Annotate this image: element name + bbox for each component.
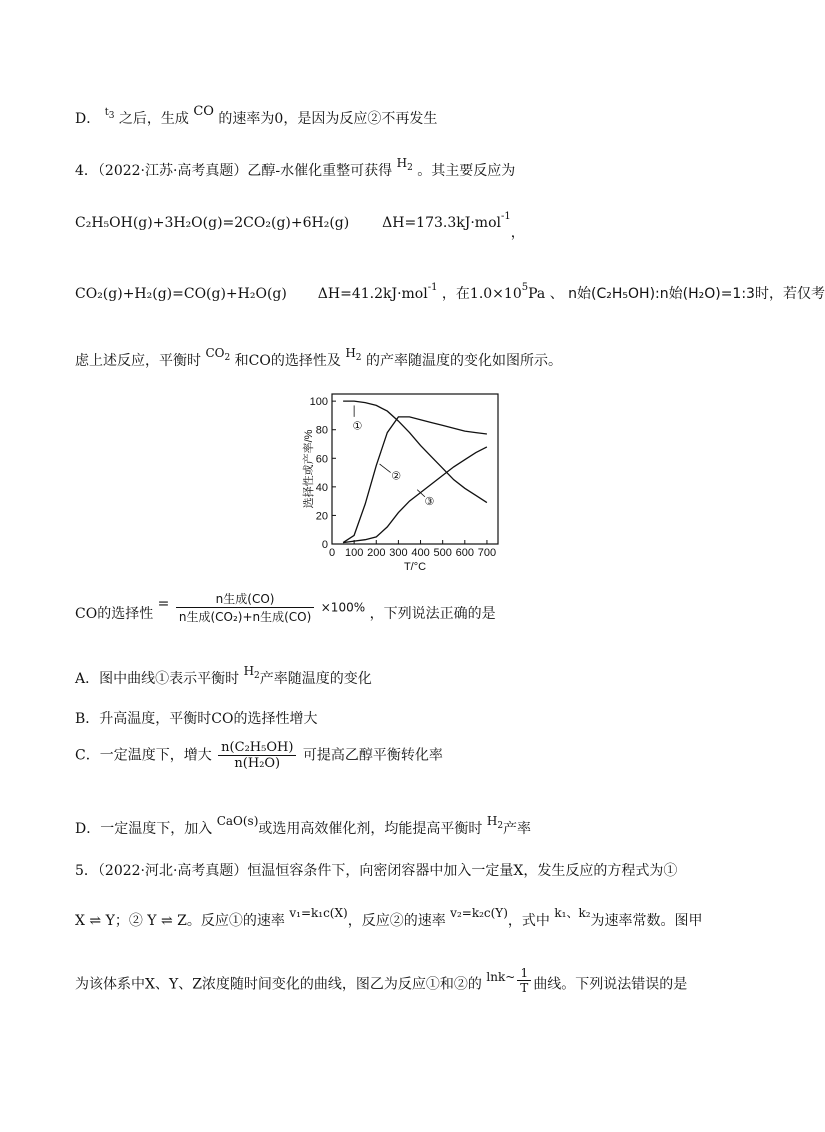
x-tick-label: 300: [389, 547, 408, 559]
chart-series: [343, 401, 487, 542]
chart-ticks: [310, 396, 496, 559]
punct: ，: [510, 225, 525, 241]
x-tick-label: 500: [433, 547, 452, 559]
y-tick-label: 0: [321, 539, 328, 551]
question-text: 。其主要反应为: [417, 163, 516, 179]
y-axis-label: 选择性或产率/%: [303, 429, 315, 509]
y-tick-label: 100: [309, 396, 328, 409]
fraction-numerator: n(C₂H₅OH): [218, 740, 296, 756]
enthalpy: ΔH=41.2kJ·mol: [317, 286, 428, 302]
equals-sign: =: [157, 595, 170, 612]
option-text: 可提高乙醇平衡转化率: [302, 747, 443, 764]
x-tick-label: 600: [455, 547, 474, 559]
h2-formula: $H_2$: [345, 346, 362, 363]
series-label-leader: [380, 464, 391, 473]
option-text: 之后，生成: [118, 111, 189, 127]
x-axis-label: T/°C: [403, 561, 427, 573]
option-text: 一定温度下，加入: [100, 821, 213, 837]
selectivity-fraction: [176, 590, 314, 625]
ratio: n始(C₂H₅OH):n始(H₂O)=1:3: [568, 286, 755, 302]
co2-formula: $CO_2$: [205, 346, 231, 363]
series-line: [343, 417, 487, 543]
rate-constants: k₁、k₂: [554, 906, 591, 920]
option-letter: B．: [75, 711, 100, 727]
ratio-fraction: [218, 740, 296, 771]
question-text: 。反应①的速率: [186, 913, 285, 929]
rate-1: v₁=k₁c(X): [289, 906, 348, 920]
y-tick-label: 60: [315, 453, 328, 466]
option-text: 或选用高效催化剂，均能提高平衡时: [258, 821, 483, 837]
cao-formula: CaO(s): [216, 814, 259, 828]
option-letter: A．: [75, 671, 100, 687]
fraction-numerator: n生成(CO): [176, 590, 314, 608]
option-letter: D．: [75, 111, 101, 127]
option-text: 产率: [503, 821, 532, 837]
x-tick-label: 200: [367, 547, 386, 559]
option-text: 图中曲线①表示平衡时: [99, 671, 240, 687]
fraction-denominator: T: [520, 981, 529, 995]
series-label: ②: [391, 470, 402, 483]
question-text: 4．（2022·江苏·高考真题）乙醇-水催化重整可获得: [75, 163, 393, 179]
chart-axes: [332, 394, 498, 544]
definition-label: CO的选择性: [75, 605, 154, 622]
lnk-label: lnk~: [486, 969, 516, 984]
option-text: 一定温度下，增大: [99, 747, 212, 764]
option-text: 产率随温度的变化: [259, 671, 372, 687]
enthalpy: ΔH=173.3kJ·mol: [382, 215, 501, 231]
selectivity-definition: [75, 590, 496, 625]
q4-option-c[interactable]: [75, 740, 443, 771]
option-letter: C．: [75, 747, 100, 764]
separator: ；②: [114, 913, 143, 929]
y-tick-label: 80: [315, 424, 328, 437]
x-tick-label: 0: [328, 547, 336, 559]
inverse-t-fraction: [517, 966, 531, 995]
q4-option-b[interactable]: [75, 708, 318, 728]
condition: Pa 、: [528, 286, 564, 302]
prev-option-d: [75, 104, 438, 128]
question-text: 5．（2022·河北·高考真题）恒温恒容条件下，向密闭容器中加入一定量X，发生反应的方程式为①: [75, 863, 678, 879]
question-text: 的产率随温度的变化如图所示。: [365, 353, 562, 369]
q4-option-d[interactable]: [75, 814, 532, 838]
question-text: 虑上述反应，平衡时: [75, 353, 201, 369]
fraction-numerator: 1: [517, 966, 531, 981]
x-tick-label: 100: [344, 547, 364, 559]
condition: 时，若仅考: [754, 286, 825, 302]
option-text: 的速率为0，是因为反应②不再发生: [218, 111, 438, 127]
y-tick-label: 20: [315, 510, 328, 523]
plot-frame: [332, 394, 498, 544]
equation: C₂H₅OH(g)+3H₂O(g)=2CO₂(g)+6H₂(g): [75, 215, 350, 231]
h2-formula: $H_2$: [396, 156, 413, 173]
question-text: 为速率常数。图甲: [590, 913, 703, 929]
co-formula: CO: [193, 104, 214, 119]
condition-exp: 5: [521, 282, 529, 293]
q4-equation-1: [75, 211, 525, 241]
question-text: ，式中: [507, 913, 550, 929]
series-line: [343, 401, 487, 503]
q5-line-2: [75, 966, 688, 999]
enthalpy-exp: -1: [427, 282, 438, 293]
q4-option-a[interactable]: [75, 664, 372, 688]
fraction-denominator: n生成(CO₂)+n生成(CO): [178, 610, 312, 624]
question-text: 曲线。下列说法错误的是: [533, 976, 688, 993]
q4-intro: [75, 156, 516, 180]
question-text: 和CO的选择性及: [234, 353, 341, 369]
option-letter: D．: [75, 821, 101, 837]
series-line: [343, 447, 487, 543]
q4-description: [75, 346, 562, 370]
selectivity-yield-chart: [300, 388, 510, 573]
question-text: ，反应②的速率: [347, 913, 446, 929]
enthalpy-exp: -1: [500, 211, 511, 222]
h2-formula: $H_2$: [486, 814, 504, 831]
question-text: 为该体系中X、Y、Z浓度随时间变化的曲线，图乙为反应①和②的: [75, 976, 482, 993]
q5-reactions: [75, 906, 703, 930]
h2-formula: $H_2$: [243, 664, 260, 681]
x-tick-label: 700: [477, 547, 497, 559]
q5-intro: [75, 860, 677, 880]
reaction-2: Y ⇌ Z: [147, 913, 187, 929]
equation: CO₂(g)+H₂(g)=CO(g)+H₂O(g): [75, 286, 287, 302]
series-label: ①: [352, 420, 363, 433]
t3-symbol: t3: [104, 107, 115, 121]
percent-factor: ×100%: [320, 600, 366, 615]
y-tick-label: 40: [315, 481, 328, 494]
q4-equation-2: [75, 283, 825, 303]
series-label: ③: [424, 496, 435, 509]
x-tick-label: 400: [411, 547, 430, 559]
rate-2: v₂=k₂c(Y): [450, 906, 508, 920]
condition: ，在1.0×10: [441, 286, 522, 302]
option-text: 升高温度，平衡时CO的选择性增大: [99, 711, 318, 727]
fraction-denominator: n(H₂O): [234, 756, 281, 771]
reaction-1: X ⇌ Y: [75, 913, 115, 929]
question-text: ，下列说法正确的是: [369, 605, 496, 622]
